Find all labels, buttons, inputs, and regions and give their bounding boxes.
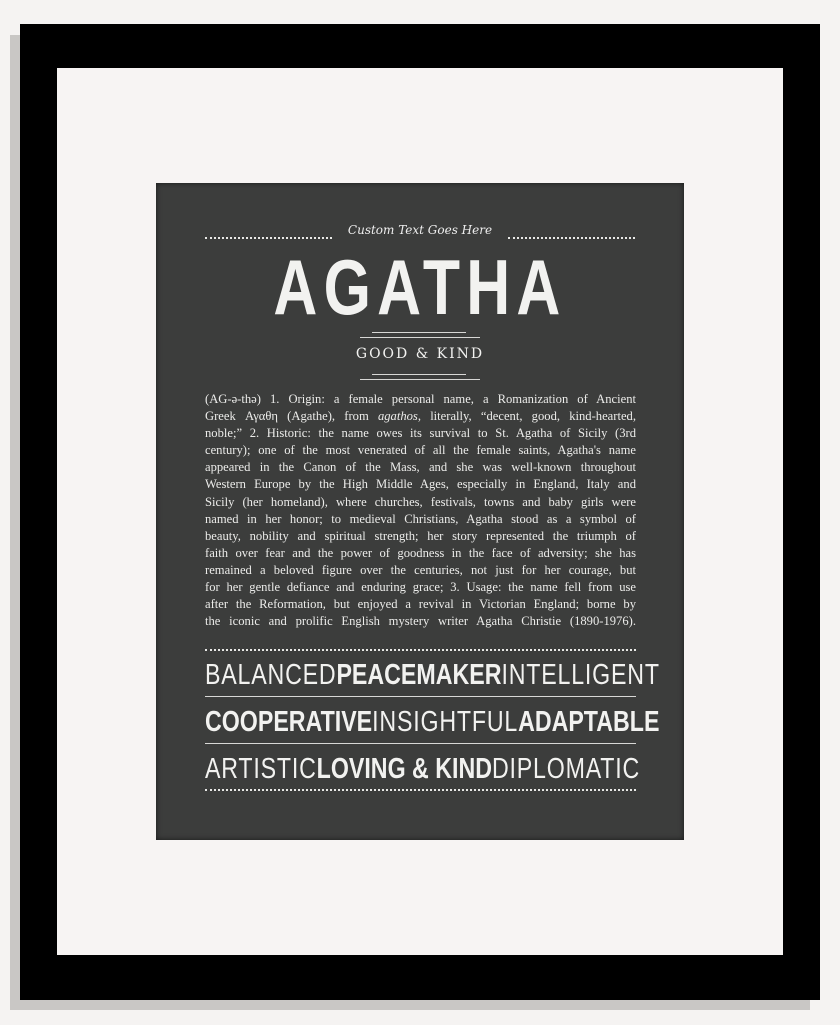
name-print: [156, 183, 684, 840]
text-segment: Greek Αγαθη (Agathe), from: [205, 409, 378, 424]
trait-word: COOPERATIVE: [205, 706, 373, 738]
trait-word: BALANCED: [205, 659, 337, 691]
trait-word: LOVING & KIND: [316, 753, 492, 785]
definition-line: faith over fear and the power of goodness in the face of adversity; she has: [205, 545, 636, 560]
trait-word: PEACEMAKER: [336, 659, 502, 691]
definition-line: Western Europe by the High Middle Ages, especially in England, Italy and: [205, 477, 636, 492]
definition-line: the iconic and prolific English mystery writer Agatha Christie (1890-1976).: [205, 614, 636, 629]
definition-line: beauty, nobility and spiritual strength; her story represented the triumph of: [205, 528, 636, 543]
definition-line: [205, 408, 636, 425]
dotted-divider: [205, 649, 636, 651]
rule: [360, 379, 480, 380]
trait-word: INSIGHTFUL: [372, 706, 519, 738]
definition-line: noble;” 2. Historic: the name owes its survival to St. Agatha of Sicily (3rd: [205, 426, 636, 441]
custom-text: Custom Text Goes Here: [347, 223, 493, 237]
traits-row: [205, 706, 660, 738]
rule: [360, 337, 480, 338]
dotted-divider: [205, 789, 636, 791]
trait-word: DIPLOMATIC: [491, 753, 641, 785]
trait-word: ARTISTIC: [205, 753, 317, 785]
dotted-divider: [508, 237, 635, 239]
definition-line: (AG-ə-thə) 1. Origin: a female personal name, a Romanization of Ancient: [205, 392, 636, 406]
rule: [372, 332, 466, 333]
definition-line: appeared in the Canon of the Mass, and she was well-known throughout: [205, 460, 636, 475]
traits-row: [205, 753, 641, 785]
trait-word: INTELLIGENT: [501, 659, 660, 691]
definition-line: for her gentle defiance and enduring grace; 3. Usage: the name fell from use: [205, 580, 636, 595]
name-meaning: GOOD & KIND: [355, 346, 485, 362]
definition-line: after the Reformation, but enjoyed a revival in Victorian England; borne by: [205, 597, 636, 612]
dotted-divider: [205, 237, 332, 239]
italic-word: agathos: [377, 409, 418, 424]
rule: [372, 374, 466, 375]
definition-line: named in her honor; to medieval Christians, Agatha stood as a symbol of: [205, 511, 636, 526]
traits-row: [205, 659, 660, 691]
definition-line: Sicily (her homeland), where churches, festivals, towns and baby girls were: [205, 494, 636, 509]
rule: [205, 696, 636, 697]
definition-line: century); one of the most venerated of all the female saints, Agatha's name: [205, 443, 636, 458]
trait-word: ADAPTABLE: [518, 706, 660, 738]
definition-text: [205, 391, 636, 630]
rule: [205, 743, 636, 744]
text-segment: , literally, “decent, good, kind-hearted,: [417, 409, 636, 424]
definition-line: remained a beloved figure over the centuries, not just for her courage, but: [205, 562, 636, 577]
name-title: AGATHA: [273, 243, 567, 331]
